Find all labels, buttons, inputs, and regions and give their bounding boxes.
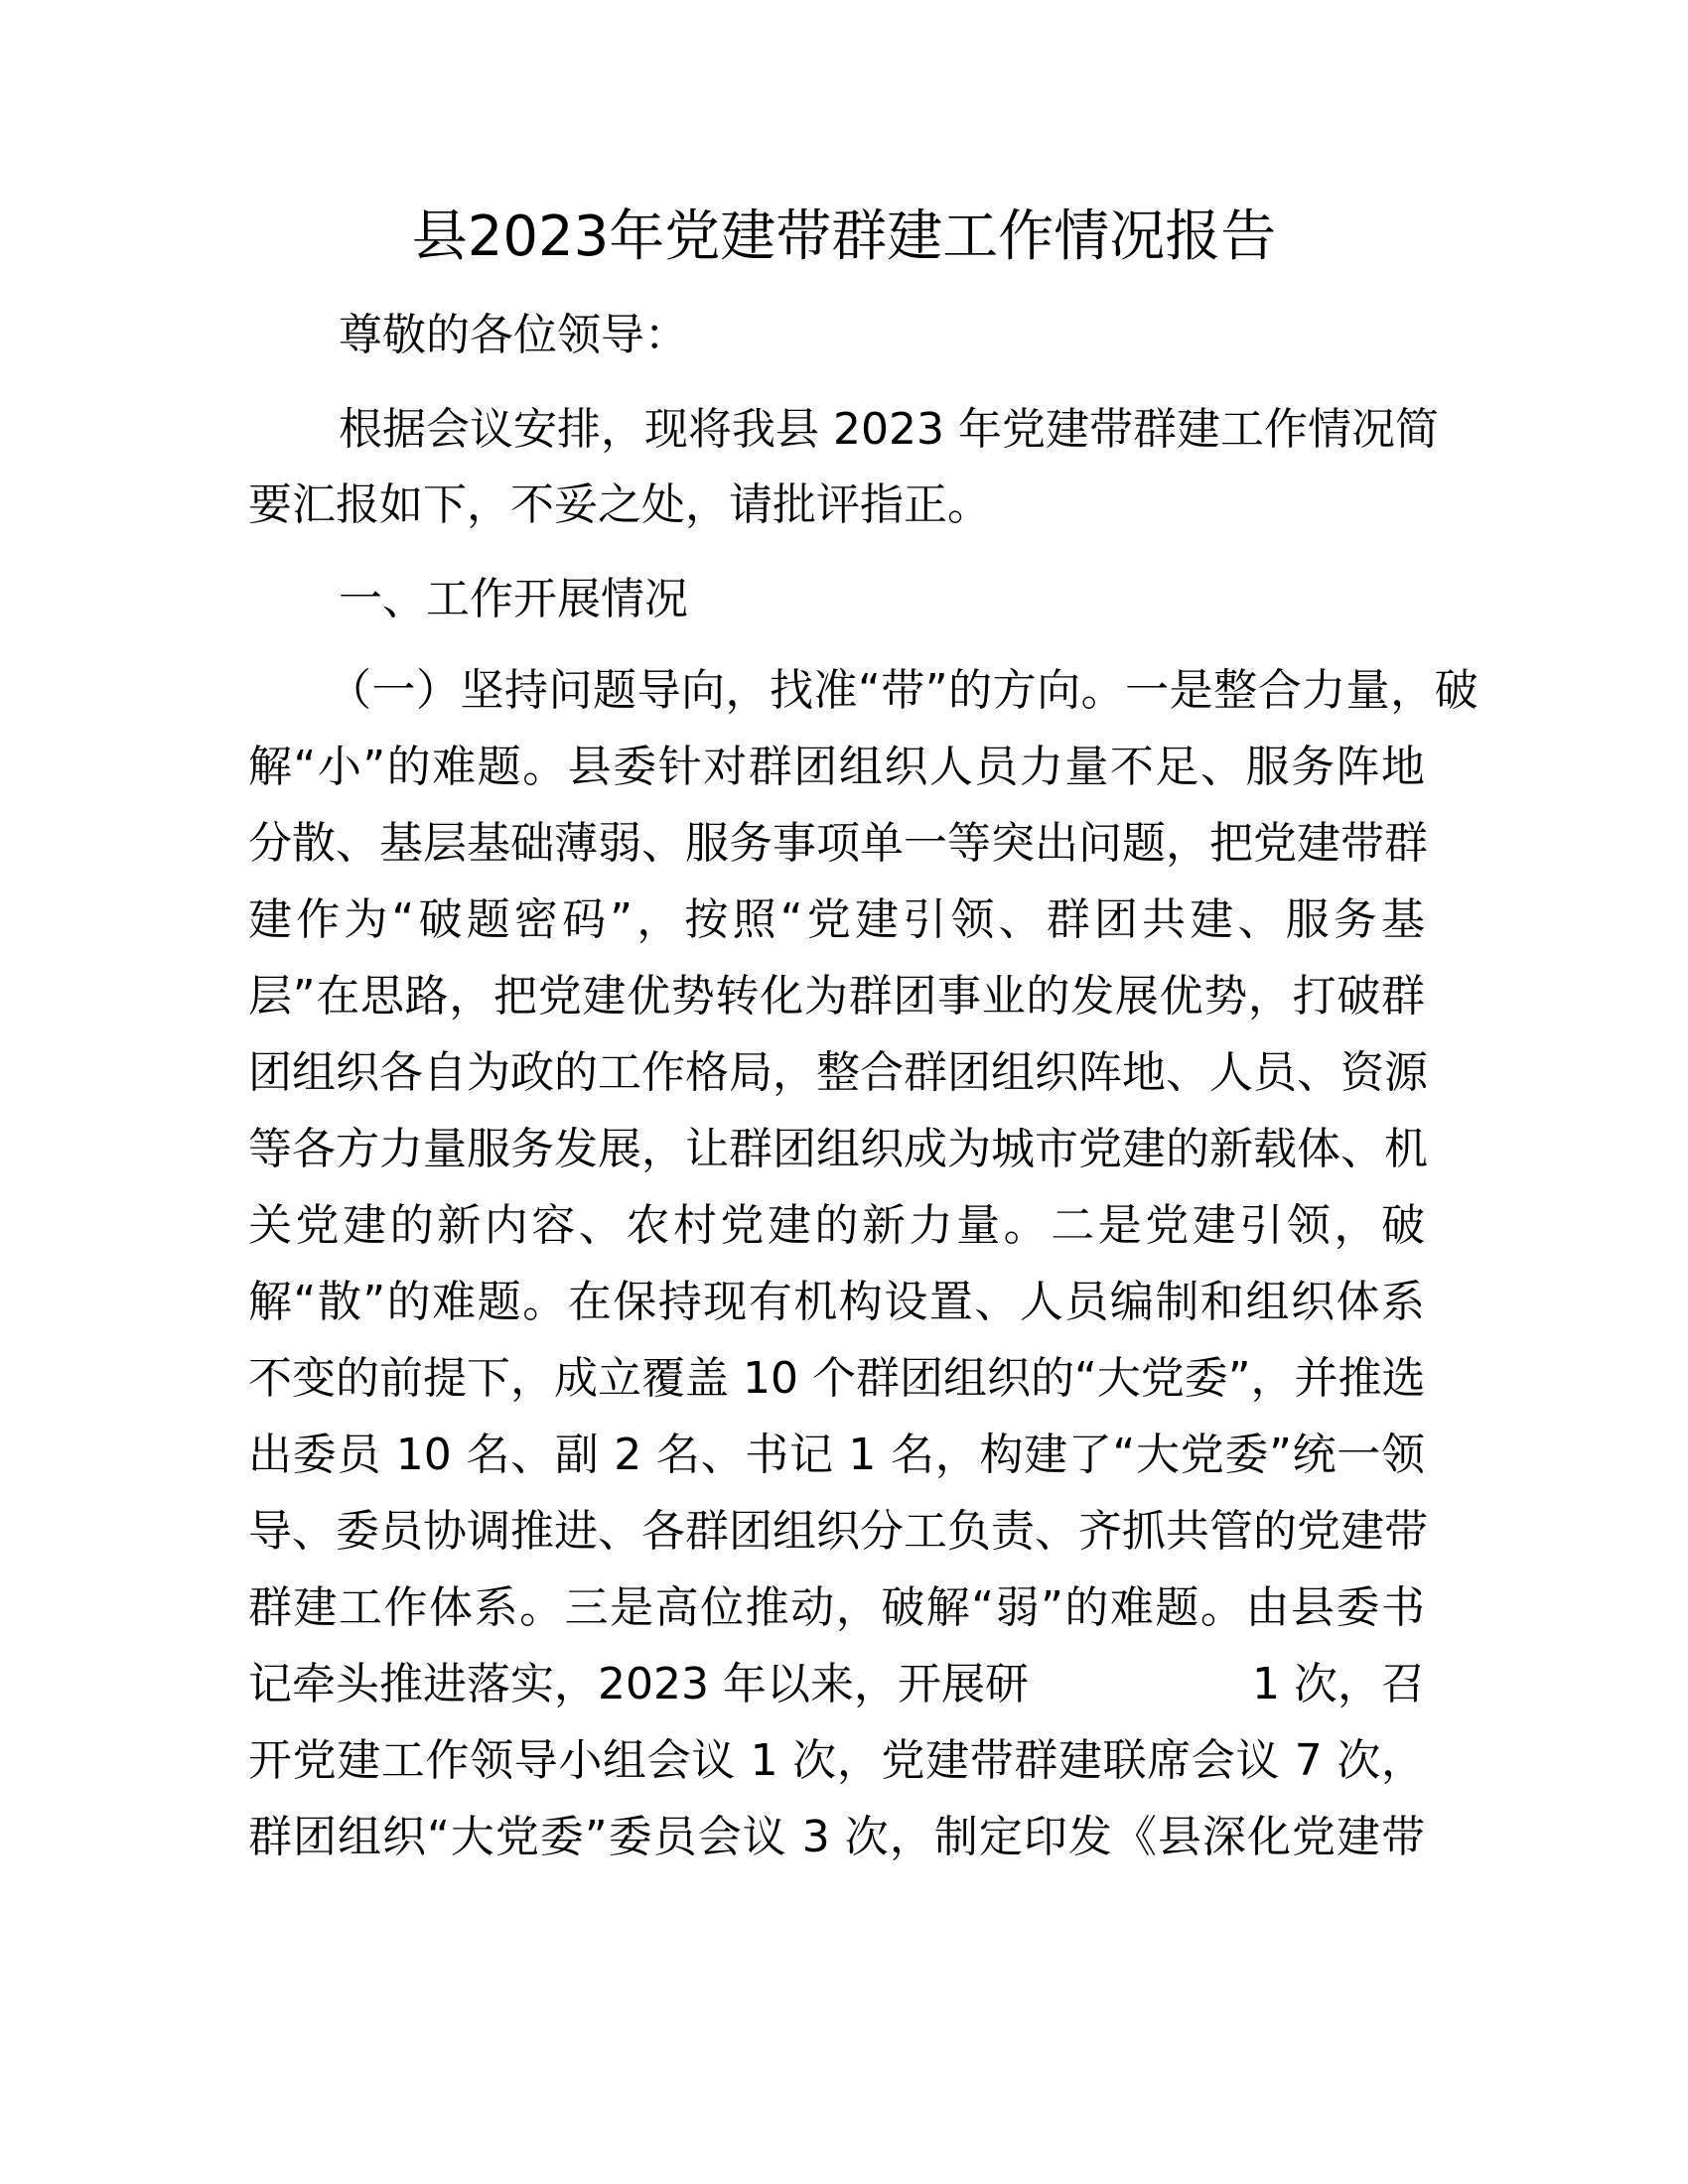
- paragraph-line: 开党建工作领导小组会议 1 次，党建带群建联席会议 7 次，: [248, 1735, 1425, 1786]
- document-title: 县2023年党建带群建工作情况报告: [411, 205, 1277, 269]
- paragraph-line: 等各方力量服务发展，让群团组织成为城市党建的新载体、机: [248, 1124, 1428, 1174]
- intro-paragraph: [248, 392, 1439, 543]
- paragraph-line: 层”在思路，把党建优势转化为群团事业的发展优势，打破群: [248, 971, 1425, 1022]
- paragraph-line: 群建工作体系。三是高位推动，破解“弱”的难题。由县委书: [248, 1582, 1425, 1633]
- section-heading: 一、工作开展情况: [339, 574, 688, 624]
- gap-line-left: 记牵头推进落实，2023 年以来，开展研: [248, 1659, 1029, 1709]
- paragraph-line: 群团组织“大党委”委员会议 3 次，制定印发《县深化党建带: [248, 1812, 1425, 1862]
- gap-line-right: 1 次，召: [1252, 1659, 1425, 1709]
- section-heading-block: [248, 562, 1425, 637]
- paragraph-line: 导、委员协调推进、各群团组织分工负责、齐抓共管的党建带: [248, 1506, 1428, 1557]
- paragraph-line: （一）坚持问题导向，找准“带”的方向。一是整合力量，破: [328, 665, 1479, 716]
- paragraph-line: 分散、基层基础薄弱、服务事项单一等突出问题，把党建带群: [248, 818, 1428, 869]
- paragraph-line: 解“小”的难题。县委针对群团组织人员力量不足、服务阵地: [248, 742, 1425, 792]
- section-paragraph: [248, 652, 1479, 1875]
- salutation-block: [248, 298, 1425, 373]
- paragraph-line: 关党建的新内容、农村党建的新力量。二是党建引领，破: [248, 1200, 1425, 1251]
- paragraph-line: 建作为“破题密码”，按照“党建引领、群团共建、服务基: [248, 894, 1425, 945]
- paragraph-line: 不变的前提下，成立覆盖 10 个群团组织的“大党委”，并推选: [248, 1353, 1426, 1404]
- paragraph-line-with-gap: [248, 1646, 1425, 1722]
- paragraph-line: 根据会议安排，现将我县 2023 年党建带群建工作情况简: [339, 404, 1439, 455]
- paragraph-line: 解“散”的难题。在保持现有机构设置、人员编制和组织体系: [248, 1277, 1425, 1327]
- salutation: 尊敬的各位领导：: [339, 310, 688, 360]
- paragraph-line: 要汇报如下，不妥之处，请批评指正。: [248, 479, 991, 530]
- paragraph-line: 出委员 10 名、副 2 名、书记 1 名，构建了“大党委”统一领: [248, 1430, 1425, 1480]
- paragraph-line: 团组织各自为政的工作格局，整合群团组织阵地、人员、资源: [248, 1047, 1428, 1098]
